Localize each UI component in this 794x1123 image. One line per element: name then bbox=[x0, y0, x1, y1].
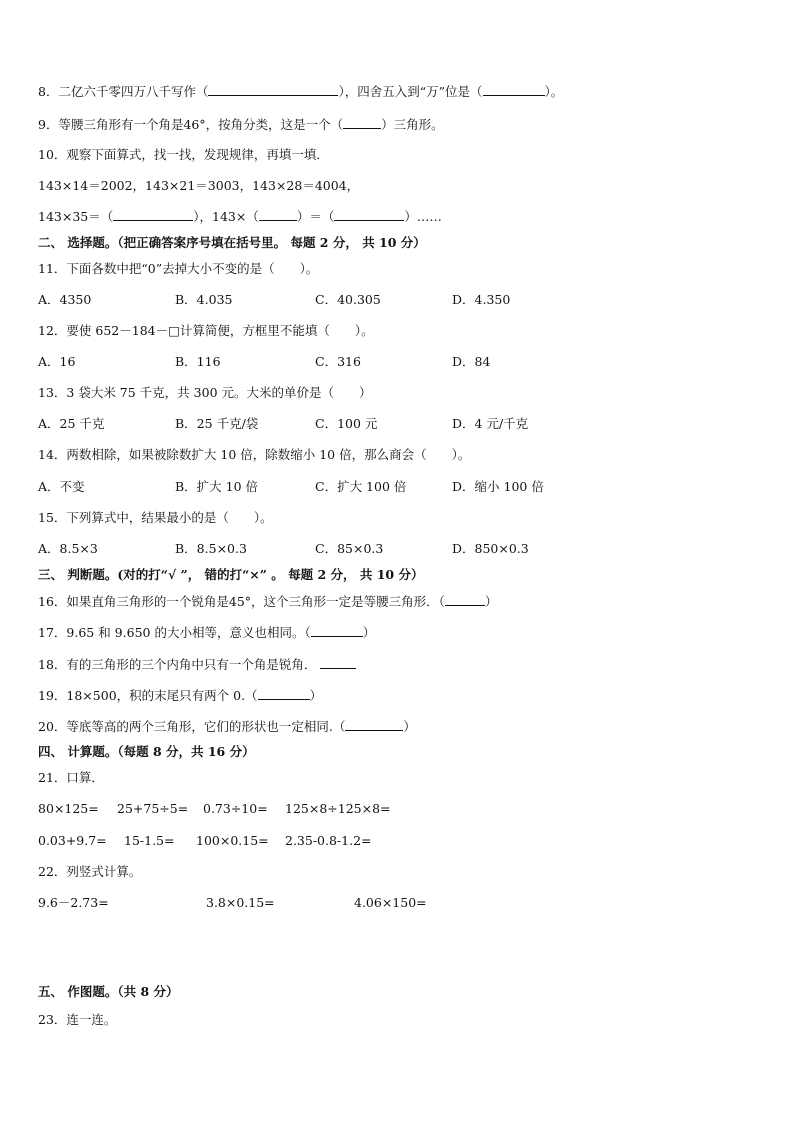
vertical-calc-item: 3.8×0.15= bbox=[206, 895, 275, 910]
vertical-calc-item: 9.6－2.73= bbox=[38, 895, 109, 910]
option-a[interactable]: A．不变 bbox=[38, 479, 85, 494]
option-a[interactable]: A．8.5×3 bbox=[38, 541, 98, 556]
section-3-heading: 三、 判断题。(对的打“√ ”， 错的打“×” 。 每题 2 分， 共 10 分） bbox=[38, 567, 424, 582]
question-10-text-a: 143×35＝（ bbox=[38, 209, 114, 224]
section-4-heading: 四、 计算题。（每题 8 分，共 16 分） bbox=[38, 744, 255, 759]
question-23-text: 23．连一连。 bbox=[38, 1012, 117, 1027]
question-10-text-c: ）＝（ bbox=[296, 209, 335, 224]
question-10-text-b: ），143×（ bbox=[193, 209, 259, 224]
question-20-text-a: 20．等底等高的两个三角形，它们的形状也一定相同.（ bbox=[38, 719, 346, 734]
question-8 bbox=[38, 83, 563, 100]
question-9 bbox=[38, 116, 444, 133]
answer-blank[interactable] bbox=[334, 208, 404, 221]
option-b[interactable]: B．4.035 bbox=[175, 292, 233, 307]
answer-blank[interactable] bbox=[258, 687, 310, 700]
option-d[interactable]: D．4.350 bbox=[452, 292, 511, 307]
question-9-text-b: ）三角形。 bbox=[381, 117, 444, 132]
question-18-text-a: 18．有的三角形的三个内角中只有一个角是锐角． bbox=[38, 657, 317, 672]
option-d[interactable]: D．84 bbox=[452, 354, 491, 369]
oral-calc-item: 15-1.5= bbox=[124, 833, 175, 848]
question-22-text: 22．列竖式计算。 bbox=[38, 864, 142, 879]
question-20-text-b: ） bbox=[403, 719, 416, 734]
question-18 bbox=[38, 656, 356, 673]
question-20 bbox=[38, 718, 416, 735]
question-14-text: 14．两数相除，如果被除数扩大 10 倍，除数缩小 10 倍，那么商会（ ）。 bbox=[38, 447, 471, 462]
answer-blank[interactable] bbox=[259, 208, 297, 221]
option-c[interactable]: C．316 bbox=[315, 354, 361, 369]
option-a[interactable]: A．16 bbox=[38, 354, 76, 369]
section-2-heading: 二、 选择题。（把正确答案序号填在括号里。 每题 2 分， 共 10 分） bbox=[38, 235, 426, 250]
question-10-text-d: ）…… bbox=[404, 209, 442, 224]
answer-blank[interactable] bbox=[345, 718, 403, 731]
oral-calc-item: 0.03+9.7= bbox=[38, 833, 107, 848]
question-8-text-c: ）。 bbox=[544, 84, 564, 99]
oral-calc-item: 80×125= bbox=[38, 801, 99, 816]
oral-calc-item: 125×8÷125×8= bbox=[285, 801, 391, 816]
option-b[interactable]: B．8.5×0.3 bbox=[175, 541, 247, 556]
question-16-text-a: 16．如果直角三角形的一个锐角是45°，这个三角形一定是等腰三角形．（ bbox=[38, 594, 445, 609]
question-8-text-b: ），四舍五入到“万”位是（ bbox=[338, 84, 483, 99]
answer-blank[interactable] bbox=[445, 593, 485, 606]
question-16-text-b: ） bbox=[484, 594, 498, 609]
option-b[interactable]: B．116 bbox=[175, 354, 221, 369]
question-21-text: 21．口算． bbox=[38, 770, 104, 785]
answer-blank[interactable] bbox=[483, 83, 545, 96]
answer-blank[interactable] bbox=[208, 83, 338, 96]
question-15-text: 15．下列算式中，结果最小的是（ ）。 bbox=[38, 510, 273, 525]
question-19-text-b: ） bbox=[309, 688, 323, 703]
option-c[interactable]: C．40.305 bbox=[315, 292, 381, 307]
oral-calc-item: 25+75÷5= bbox=[117, 801, 189, 816]
oral-calc-item: 2.35-0.8-1.2= bbox=[285, 833, 372, 848]
option-d[interactable]: D．4 元/千克 bbox=[452, 416, 529, 431]
option-c[interactable]: C．100 元 bbox=[315, 416, 378, 431]
question-11-text: 11．下面各数中把“0”去掉大小不变的是（ ）。 bbox=[38, 261, 319, 276]
question-19 bbox=[38, 687, 322, 704]
question-8-text-a: 8．二亿六千零四万八千写作（ bbox=[38, 84, 209, 99]
option-d[interactable]: D．850×0.3 bbox=[452, 541, 529, 556]
answer-blank[interactable] bbox=[320, 656, 356, 669]
question-17-text-a: 17．9.65 和 9.650 的大小相等，意义也相同。（ bbox=[38, 625, 311, 640]
question-9-text-a: 9．等腰三角形有一个角是46°，按角分类，这是一个（ bbox=[38, 117, 344, 132]
option-b[interactable]: B．扩大 10 倍 bbox=[175, 479, 259, 494]
section-5-heading: 五、 作图题。（共 8 分） bbox=[38, 984, 179, 999]
question-12-text: 12．要使 652－184－□计算简便，方框里不能填（ ）。 bbox=[38, 323, 374, 338]
option-a[interactable]: A．4350 bbox=[38, 292, 92, 307]
question-16 bbox=[38, 593, 497, 610]
option-b[interactable]: B．25 千克/袋 bbox=[175, 416, 259, 431]
question-17-text-b: ） bbox=[362, 625, 376, 640]
answer-blank[interactable] bbox=[343, 116, 381, 129]
question-19-text-a: 19．18×500，积的末尾只有两个 0.（ bbox=[38, 688, 258, 703]
question-17 bbox=[38, 624, 375, 641]
question-10-text: 10．观察下面算式，找一找，发现规律，再填一填． bbox=[38, 147, 329, 162]
option-d[interactable]: D．缩小 100 倍 bbox=[452, 479, 544, 494]
option-c[interactable]: C．扩大 100 倍 bbox=[315, 479, 407, 494]
oral-calc-item: 0.73÷10= bbox=[203, 801, 268, 816]
option-a[interactable]: A．25 千克 bbox=[38, 416, 105, 431]
question-10-line-2 bbox=[38, 208, 442, 225]
option-c[interactable]: C．85×0.3 bbox=[315, 541, 384, 556]
oral-calc-item: 100×0.15= bbox=[196, 833, 269, 848]
answer-blank[interactable] bbox=[113, 208, 193, 221]
question-10-line-1: 143×14＝2002，143×21＝3003，143×28＝4004， bbox=[38, 178, 360, 193]
question-13-text: 13．3 袋大米 75 千克，共 300 元。大米的单价是（ ） bbox=[38, 385, 372, 400]
answer-blank[interactable] bbox=[311, 624, 363, 637]
vertical-calc-item: 4.06×150= bbox=[354, 895, 427, 910]
